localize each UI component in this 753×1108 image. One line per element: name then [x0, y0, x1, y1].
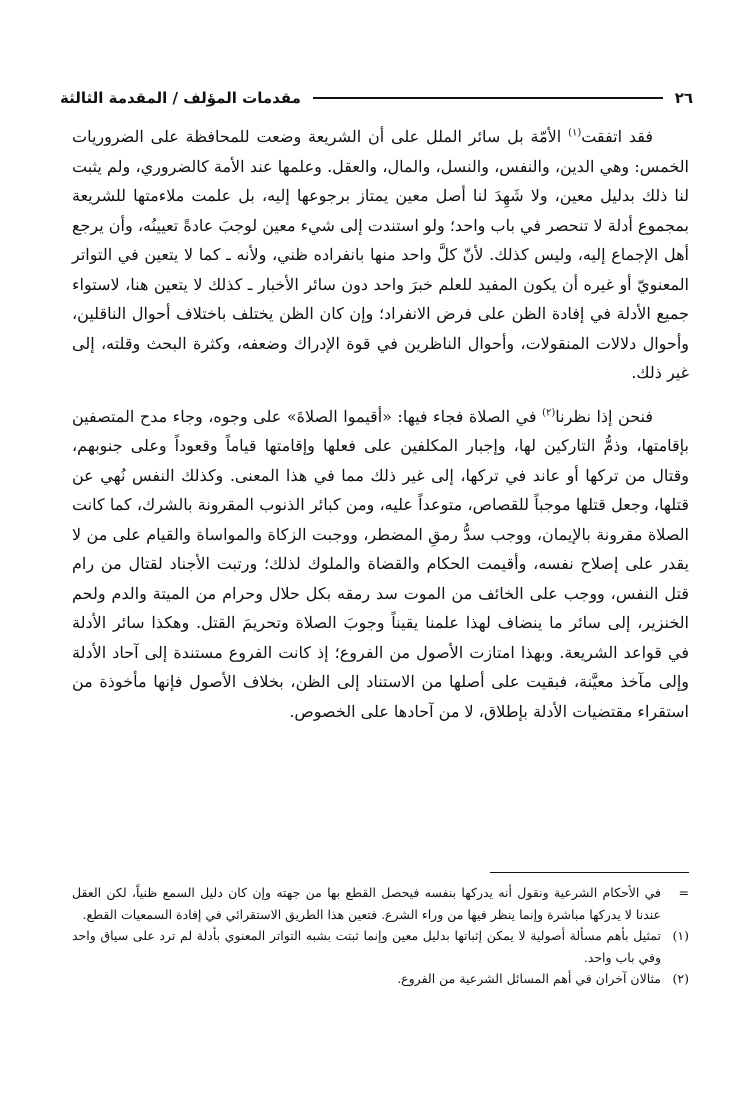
paragraph-1-lead: فقد اتفقت — [581, 127, 653, 146]
page-header — [60, 82, 693, 114]
footnote-mark: (١) — [672, 928, 689, 943]
footnote-text: تمثيل بأهم مسألة أصولية لا يمكن إثباتها بدليل معين وإنما ثبتت بشبه التواتر المعنوي بأدلة لم ترد على سياق واحد وفي باب واحد. — [72, 928, 661, 965]
paragraph-2-lead: فنحن إذا نظرنا — [555, 406, 653, 426]
footnote-text: في الأحكام الشرعية ونقول أنه يدركها بنفسه فيحصل القطع بها من جهته وإن كان دليل السمع ظنياً، لكن العقل عندنا لا يدركها مباشرة وإنما ينظر فيها من وراء الشرع. فتعين هذا الطريق الاستقرائي في إفادة السمعيات القطع. — [72, 885, 661, 922]
footnote-continued — [72, 882, 689, 925]
paragraph-2 — [72, 402, 689, 727]
paragraph-1-text: الأمّة بل سائر الملل على أن الشريعة وضعت للمحافظة على الضروريات الخمس: وهي الدين، والنفس، والنسل، والمال، والعقل. وعلمها عند الأمة كالضروري، ولم يثبت لنا ذلك بدليل معين، ولا شَهِدَ لنا أصل معين يمتاز برجوعها إليه، بل علمت ملاءمتها للشريعة بمجموع أدلة لا تنحصر في باب واحد؛ ولو استندت إلى شيء معين لوجبَ عادةً تعيينُه، وأن يرجع أهل الإجماع إليه، وليس كذلك. لأنّ كلَّ واحد منها بانفراده ظني، ولأنه ـ كما لا يتعين في التواتر المعنويّ أو غيره أن يكون المفيد للعلم خبرَ واحد دون سائر الأخبار ـ كذلك لا يتعين هنا، لاستواء جميع الأدلة في إفادة الظن على فرض الانفراد؛ وإن كان الظن يختلف باختلاف أحوال الناقلين، وأحوال دلالات المنقولات، وأحوال الناظرين في قوة الإدراك وضعفه، وكثرة البحث وقلته، إلى غير ذلك. — [72, 127, 690, 382]
footnote-2 — [72, 968, 689, 990]
footnote-ref-2: (٢) — [542, 407, 556, 419]
page-number: ٢٦ — [674, 89, 693, 107]
paragraph-2-text: في الصلاة فجاء فيها: «أقيموا الصلاةَ» على وجوه، وجاء مدح المتصفين بإقامتها، وذمُّ التاركين لها، وإجبار المكلفين على فعلها وإقامتها قياماً وقعوداً وعلى جنوبهم، وقتال من تركها أو عاند في تركها، إلى غير ذلك مما في هذا المعنى. وكذلك النفس نُهي عن قتلها، وجعل قتلها موجباً للقصاص، متوعداً عليه، ومن كبائر الذنوب المقرونة بالشرك، كما كانت الصلاة مقرونة بالإيمان، ووجب سدُّ رمقِ المضطر، ووجبت الزكاة والمواساة والقيام على من لا يقدر على إصلاح نفسه، وأقيمت الحكام والقضاة والملوك لذلك؛ ورتبت الأجناد لقتال من رام قتل النفس، ووجب على الخائف من الموت سد رمقه بكل حلال وحرام من الميتة والدم ولحم الخنزير، إلى سائر ما ينضاف لهذا علمنا يقيناً وجوبَ الصلاة وتحريمَ القتل. وهكذا سائر الأدلة في قواعد الشريعة. وبهذا امتازت الأصول من الفروع؛ إذ كانت الفروع مستندة إلى آحاد الأدلة وإلى مآخذ معيَّنة، فبقيت على أصلها من الاستناد إلى الظن، بخلاف الأصول فإنها مأخوذة من استقراء مقتضيات الأدلة بإطلاق، لا من آحادها على الخصوص. — [72, 406, 690, 721]
running-title: مقدمات المؤلف / المقدمة الثالثة — [60, 89, 301, 107]
footnote-1 — [72, 925, 689, 968]
main-text — [72, 122, 689, 726]
footnote-text: مثالان آخران في أهم المسائل الشرعية من الفروع. — [397, 971, 661, 986]
paragraph-1 — [72, 122, 689, 388]
footnotes — [72, 882, 689, 990]
footnote-separator — [490, 872, 689, 873]
footnote-mark: = — [678, 885, 689, 900]
footnote-mark: (٢) — [672, 971, 689, 986]
header-rule — [313, 97, 663, 99]
footnote-ref-1: (١) — [568, 127, 582, 139]
